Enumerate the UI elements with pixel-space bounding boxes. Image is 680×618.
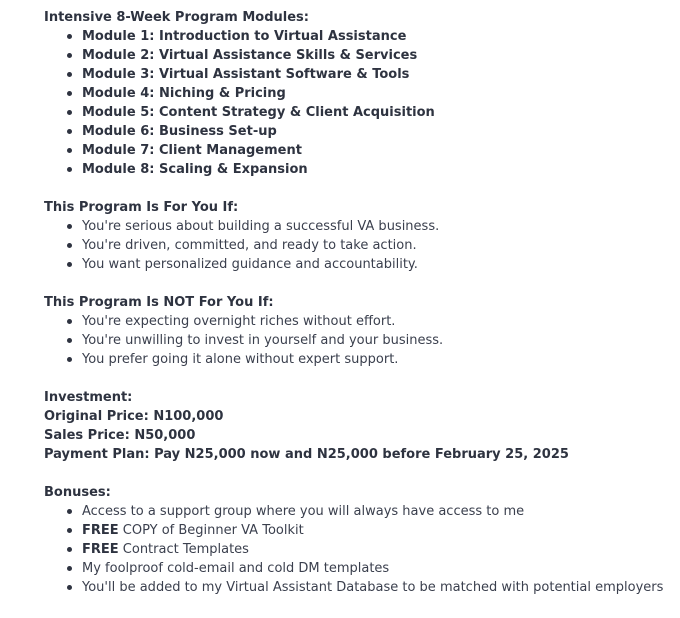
bonus-item-text: COPY of Beginner VA Toolkit [118, 523, 304, 538]
bullet-icon [67, 585, 72, 590]
list-item [44, 141, 674, 160]
spacer [44, 464, 674, 483]
for-you-heading: This Program Is For You If: [44, 200, 239, 215]
bullet-icon [67, 357, 72, 362]
bullet-icon [67, 528, 72, 533]
bullet-icon [67, 91, 72, 96]
for-you-list [44, 217, 674, 274]
list-item [44, 46, 674, 65]
original-price: Original Price: N100,000 [44, 409, 224, 424]
bullet-icon [67, 34, 72, 39]
module-label: Module 6: Business Set-up [82, 124, 277, 139]
bonus-item-text: Contract Templates [118, 542, 249, 557]
not-for-you-heading: This Program Is NOT For You If: [44, 295, 274, 310]
bullet-icon [67, 243, 72, 248]
list-item [44, 84, 674, 103]
not-for-you-item: You prefer going it alone without expert support. [82, 352, 399, 367]
bullet-icon [67, 110, 72, 115]
bonus-item: Access to a support group where you will always have access to me [82, 504, 525, 519]
spacer [44, 369, 674, 388]
list-item [44, 65, 674, 84]
list-item [44, 521, 674, 540]
bullet-icon [67, 319, 72, 324]
module-label: Module 8: Scaling & Expansion [82, 162, 308, 177]
bullet-icon [67, 547, 72, 552]
bullet-icon [67, 167, 72, 172]
modules-list [44, 27, 674, 179]
program-document [44, 8, 674, 597]
spacer [44, 179, 674, 198]
bonuses-heading: Bonuses: [44, 485, 111, 500]
list-item [44, 350, 674, 369]
module-label: Module 4: Niching & Pricing [82, 86, 286, 101]
bonus-item: My foolproof cold-email and cold DM templates [82, 561, 390, 576]
list-item [44, 217, 674, 236]
bullet-icon [67, 509, 72, 514]
for-you-item: You're driven, committed, and ready to take action. [82, 238, 417, 253]
list-item [44, 540, 674, 559]
modules-heading: Intensive 8-Week Program Modules: [44, 10, 309, 25]
bonuses-list [44, 502, 674, 597]
list-item [44, 160, 674, 179]
module-label: Module 5: Content Strategy & Client Acquisition [82, 105, 435, 120]
module-label: Module 1: Introduction to Virtual Assistance [82, 29, 407, 44]
investment-heading: Investment: [44, 390, 133, 405]
free-label: FREE [82, 542, 119, 557]
list-item [44, 559, 674, 578]
bullet-icon [67, 53, 72, 58]
list-item [44, 122, 674, 141]
list-item [44, 312, 674, 331]
for-you-item: You want personalized guidance and accountability. [82, 257, 418, 272]
spacer [44, 274, 674, 293]
bullet-icon [67, 224, 72, 229]
not-for-you-item: You're unwilling to invest in yourself and your business. [82, 333, 444, 348]
list-item [44, 502, 674, 521]
list-item [44, 27, 674, 46]
module-label: Module 2: Virtual Assistance Skills & Services [82, 48, 418, 63]
bullet-icon [67, 262, 72, 267]
module-label: Module 3: Virtual Assistant Software & Tools [82, 67, 410, 82]
for-you-item: You're serious about building a successful VA business. [82, 219, 440, 234]
not-for-you-list [44, 312, 674, 369]
sales-price: Sales Price: N50,000 [44, 428, 196, 443]
list-item [44, 578, 674, 597]
free-label: FREE [82, 523, 119, 538]
list-item [44, 236, 674, 255]
bullet-icon [67, 566, 72, 571]
list-item [44, 331, 674, 350]
list-item [44, 255, 674, 274]
payment-plan: Payment Plan: Pay N25,000 now and N25,000 before February 25, 2025 [44, 447, 569, 462]
bonus-item: You'll be added to my Virtual Assistant Database to be matched with potential employers [82, 580, 664, 595]
bullet-icon [67, 129, 72, 134]
bullet-icon [67, 148, 72, 153]
module-label: Module 7: Client Management [82, 143, 302, 158]
bullet-icon [67, 338, 72, 343]
list-item [44, 103, 674, 122]
bullet-icon [67, 72, 72, 77]
not-for-you-item: You're expecting overnight riches without effort. [82, 314, 396, 329]
